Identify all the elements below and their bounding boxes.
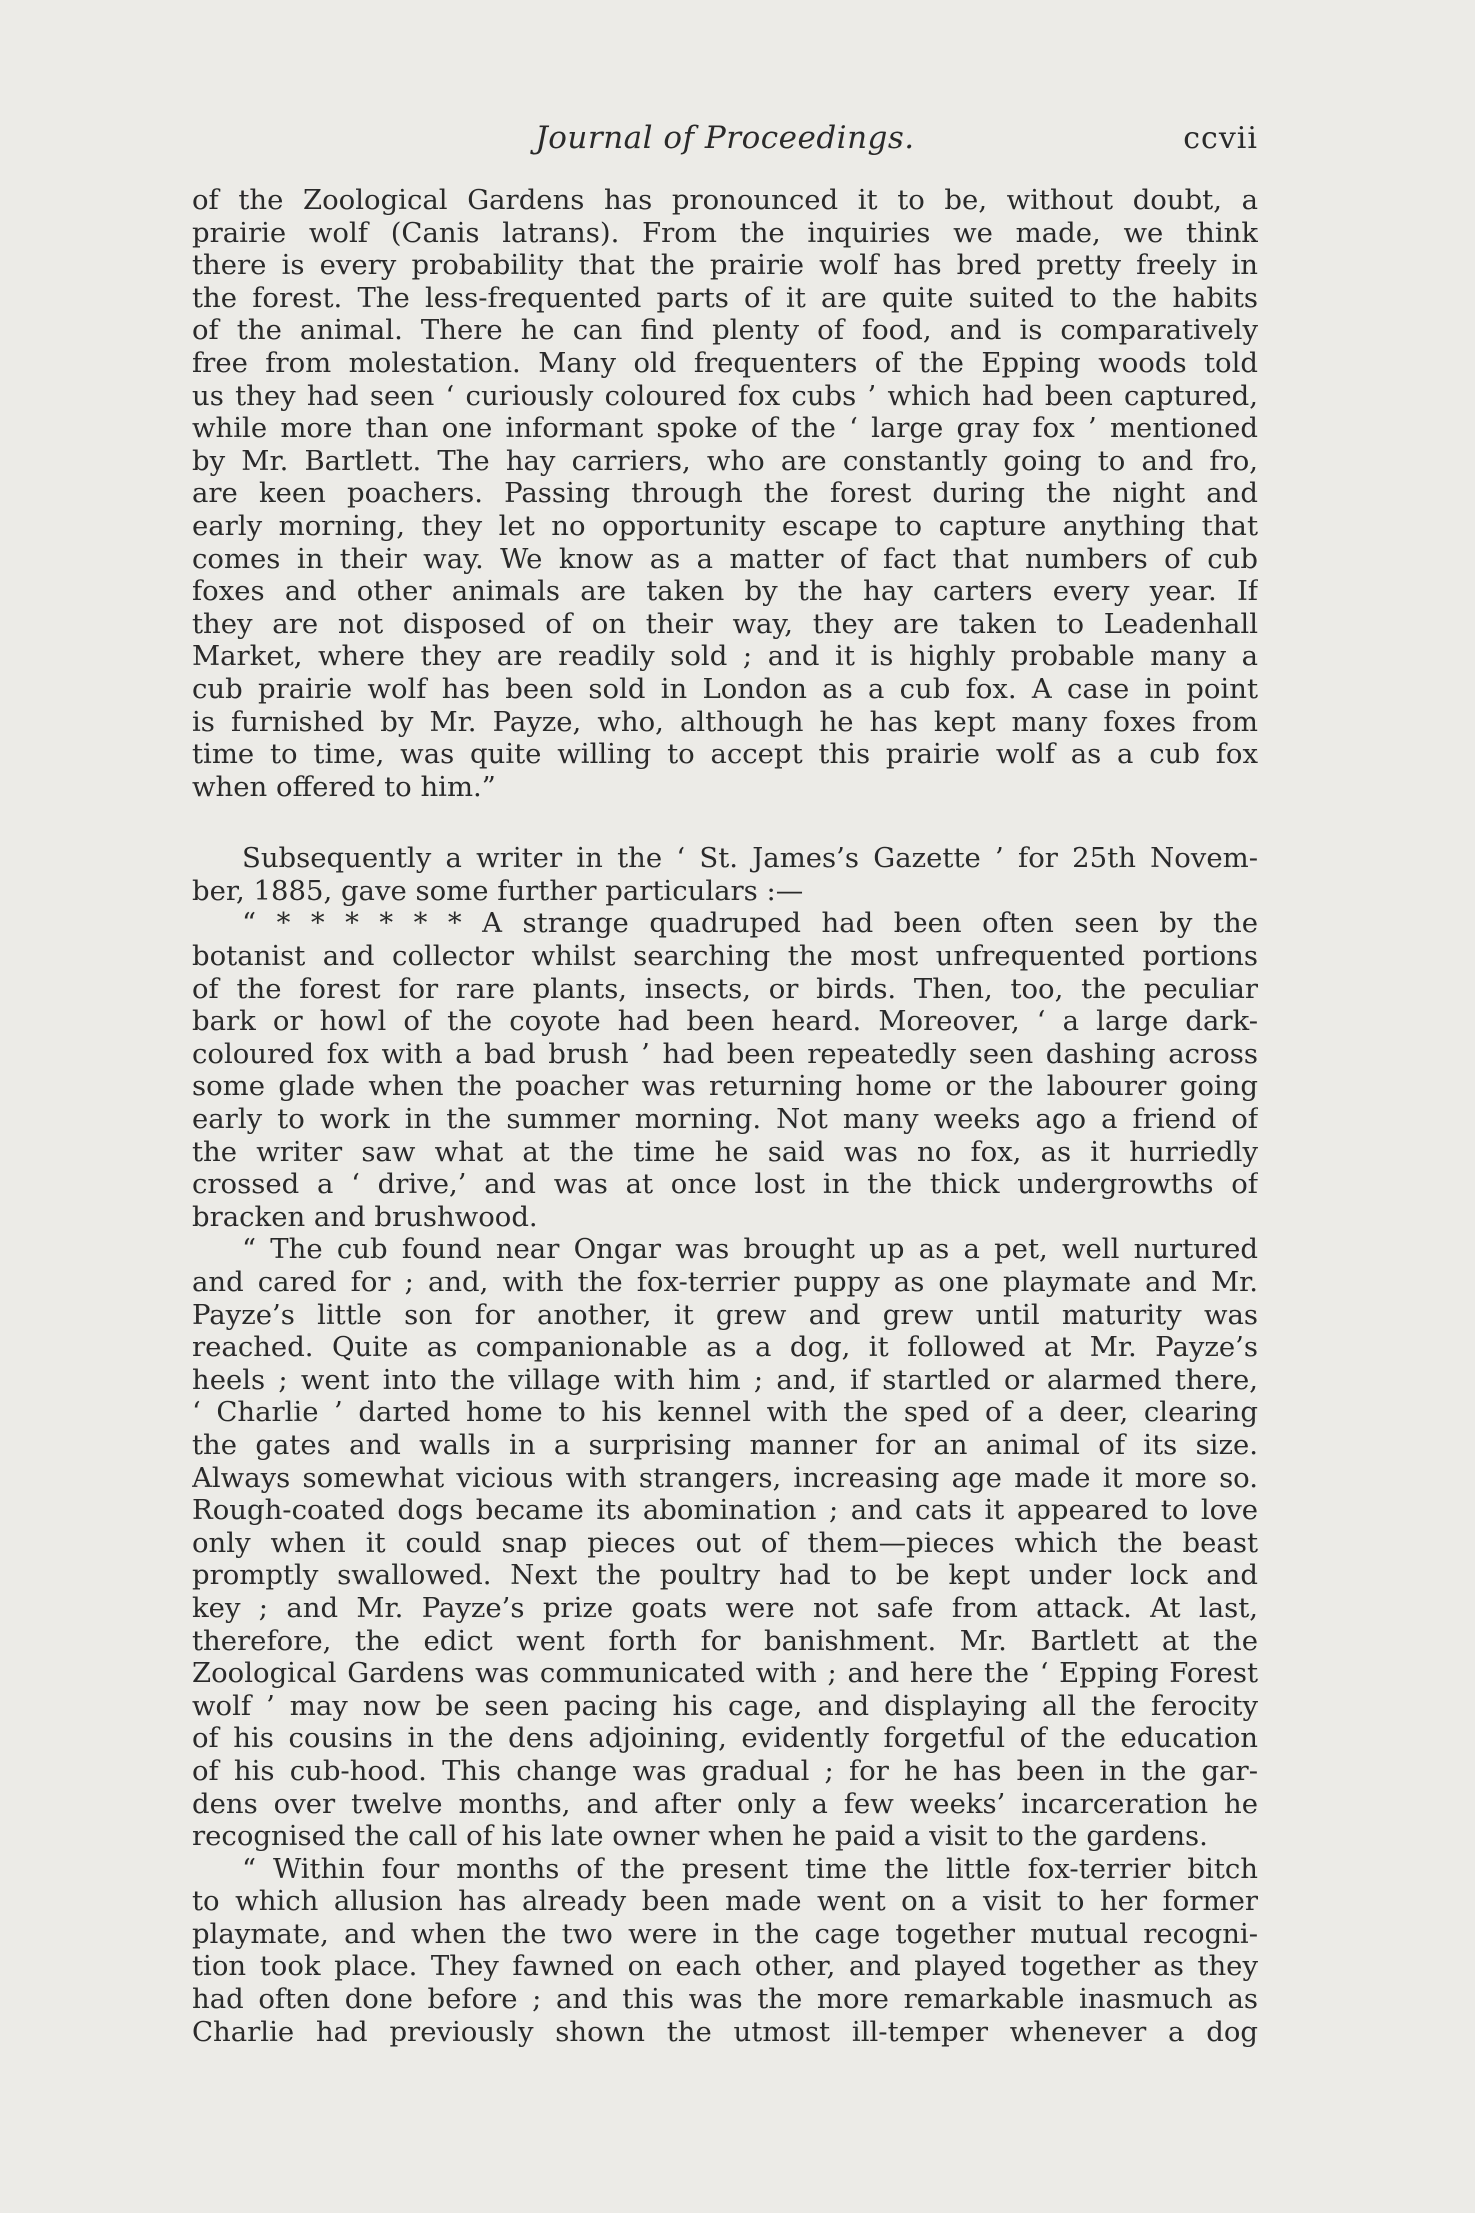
text-line: foxes and other animals are taken by the hay carters every year. If [192, 575, 1258, 608]
text-line: reached. Quite as companionable as a dog, it followed at Mr. Payze’s [192, 1331, 1258, 1364]
text-line: while more than one informant spoke of the ‘ large gray fox ’ mentioned [192, 412, 1258, 445]
paragraph-gap [192, 803, 1258, 842]
text-line: prairie wolf (Canis latrans). From the inquiries we made, we think [192, 216, 1258, 249]
text-line: early morning, they let no opportunity escape to capture anything that [192, 509, 1258, 542]
paragraph [192, 842, 1258, 1233]
text-line: of his cub-hood. This change was gradual ; for he has been in the gar- [192, 1754, 1258, 1787]
text-line: and cared for ; and, with the fox-terrier puppy as one playmate and Mr. [192, 1266, 1258, 1298]
text-line: coloured fox with a bad brush ’ had been repeatedly seen dashing across [192, 1037, 1258, 1070]
text-line: the forest. The less-frequented parts of it are quite suited to the habits [192, 281, 1258, 314]
text-line: “ The cub found near Ongar was brought up as a pet, well nurtured [242, 1233, 1258, 1266]
text-line: Subsequently a writer in the ‘ St. James’s Gazette ’ for 25th Novem- [242, 842, 1258, 875]
text-line: free from molestation. Many old frequenters of the Epping woods told [192, 346, 1258, 379]
text-line: “ Within four months of the present time the little fox-terrier bitch [242, 1852, 1258, 1885]
text-line: of the forest for rare plants, insects, or birds. Then, too, the peculiar [192, 972, 1258, 1005]
running-title: Journal of Proceedings. [535, 120, 915, 156]
text-line: Rough-coated dogs became its abomination ; and cats it appeared to love [192, 1494, 1258, 1527]
text-line: wolf ’ may now be seen pacing his cage, and displaying all the ferocity [192, 1689, 1258, 1722]
text-line: by Mr. Bartlett. The hay carriers, who are constantly going to and fro, [192, 444, 1258, 477]
text-line: Market, where they are readily sold ; and it is highly probable many a [192, 640, 1258, 673]
text-line: Payze’s little son for another, it grew and grew until maturity was [192, 1298, 1258, 1331]
text-line: cub prairie wolf has been sold in London as a cub fox. A case in point [192, 672, 1258, 705]
paragraph [192, 184, 1258, 803]
text-line: bark or howl of the coyote had been heard. Moreover, ‘ a large dark- [192, 1005, 1258, 1038]
text-line: promptly swallowed. Next the poultry had to be kept under lock and [192, 1559, 1258, 1592]
text-line: of the animal. There he can find plenty of food, and is comparatively [192, 314, 1258, 347]
page-number: ccvii [1183, 121, 1258, 156]
text-line: ber, 1885, gave some further particulars :— [192, 874, 804, 907]
paragraph [192, 1853, 1258, 2049]
text-line: recognised the call of his late owner when he paid a visit to the gardens. [192, 1820, 1208, 1853]
text-line: to which allusion has already been made went on a visit to her former [192, 1885, 1258, 1918]
text-line: crossed a ‘ drive,’ and was at once lost in the thick undergrowths of [192, 1168, 1258, 1201]
text-line: of the Zoological Gardens has pronounced it to be, without doubt, a [192, 184, 1258, 216]
text-line: they are not disposed of on their way, they are taken to Leadenhall [192, 607, 1258, 640]
text-line: is furnished by Mr. Payze, who, although he has kept many foxes from [192, 705, 1258, 738]
text-line: are keen poachers. Passing through the forest during the night and [192, 477, 1258, 510]
text-line: when offered to him.” [192, 770, 496, 803]
text-line: time to time, was quite willing to accept this prairie wolf as a cub fox [192, 738, 1258, 771]
text-line: key ; and Mr. Payze’s prize goats were not safe from attack. At last, [192, 1591, 1258, 1624]
text-line: us they had seen ‘ curiously coloured fox cubs ’ which had been captured, [192, 379, 1258, 412]
text-line: bracken and brushwood. [192, 1200, 538, 1233]
text-line: therefore, the edict went forth for banishment. Mr. Bartlett at the [192, 1624, 1258, 1657]
text-line: heels ; went into the village with him ; and, if startled or alarmed there, [192, 1363, 1258, 1396]
paragraph [192, 1233, 1258, 1852]
text-line: there is every probability that the prairie wolf has bred pretty freely in [192, 249, 1258, 282]
text-line: Charlie had previously shown the utmost ill-temper whenever a dog [192, 2015, 1258, 2048]
text-line: the gates and walls in a surprising manner for an animal of its size. [192, 1428, 1258, 1461]
text-line: ‘ Charlie ’ darted home to his kennel with the sped of a deer, clearing [192, 1396, 1258, 1429]
text-line: only when it could snap pieces out of them—pieces which the beast [192, 1526, 1258, 1559]
text-line: Zoological Gardens was communicated with ; and here the ‘ Epping Forest [192, 1657, 1258, 1690]
text-line: playmate, and when the two were in the cage together mutual recogni- [192, 1917, 1258, 1950]
text-line: early to work in the summer morning. Not many weeks ago a friend of [192, 1103, 1258, 1136]
body-text [192, 184, 1258, 2048]
text-line: dens over twelve months, and after only a few weeks’ incarceration he [192, 1787, 1258, 1820]
text-line: of his cousins in the dens adjoining, evidently forgetful of the education [192, 1722, 1258, 1755]
text-line: the writer saw what at the time he said was no fox, as it hurriedly [192, 1135, 1258, 1168]
page-header [192, 116, 1258, 160]
text-line: tion took place. They fawned on each other, and played together as they [192, 1950, 1258, 1983]
text-line: some glade when the poacher was returning home or the labourer going [192, 1070, 1258, 1103]
text-line: had often done before ; and this was the more remarkable inasmuch as [192, 1983, 1258, 2016]
text-line: “ * * * * * * A strange quadruped had been often seen by the [242, 907, 1258, 940]
text-line: Always somewhat vicious with strangers, increasing age made it more so. [192, 1461, 1258, 1494]
text-line: comes in their way. We know as a matter of fact that numbers of cub [192, 542, 1258, 575]
text-line: botanist and collector whilst searching the most unfrequented portions [192, 940, 1258, 973]
